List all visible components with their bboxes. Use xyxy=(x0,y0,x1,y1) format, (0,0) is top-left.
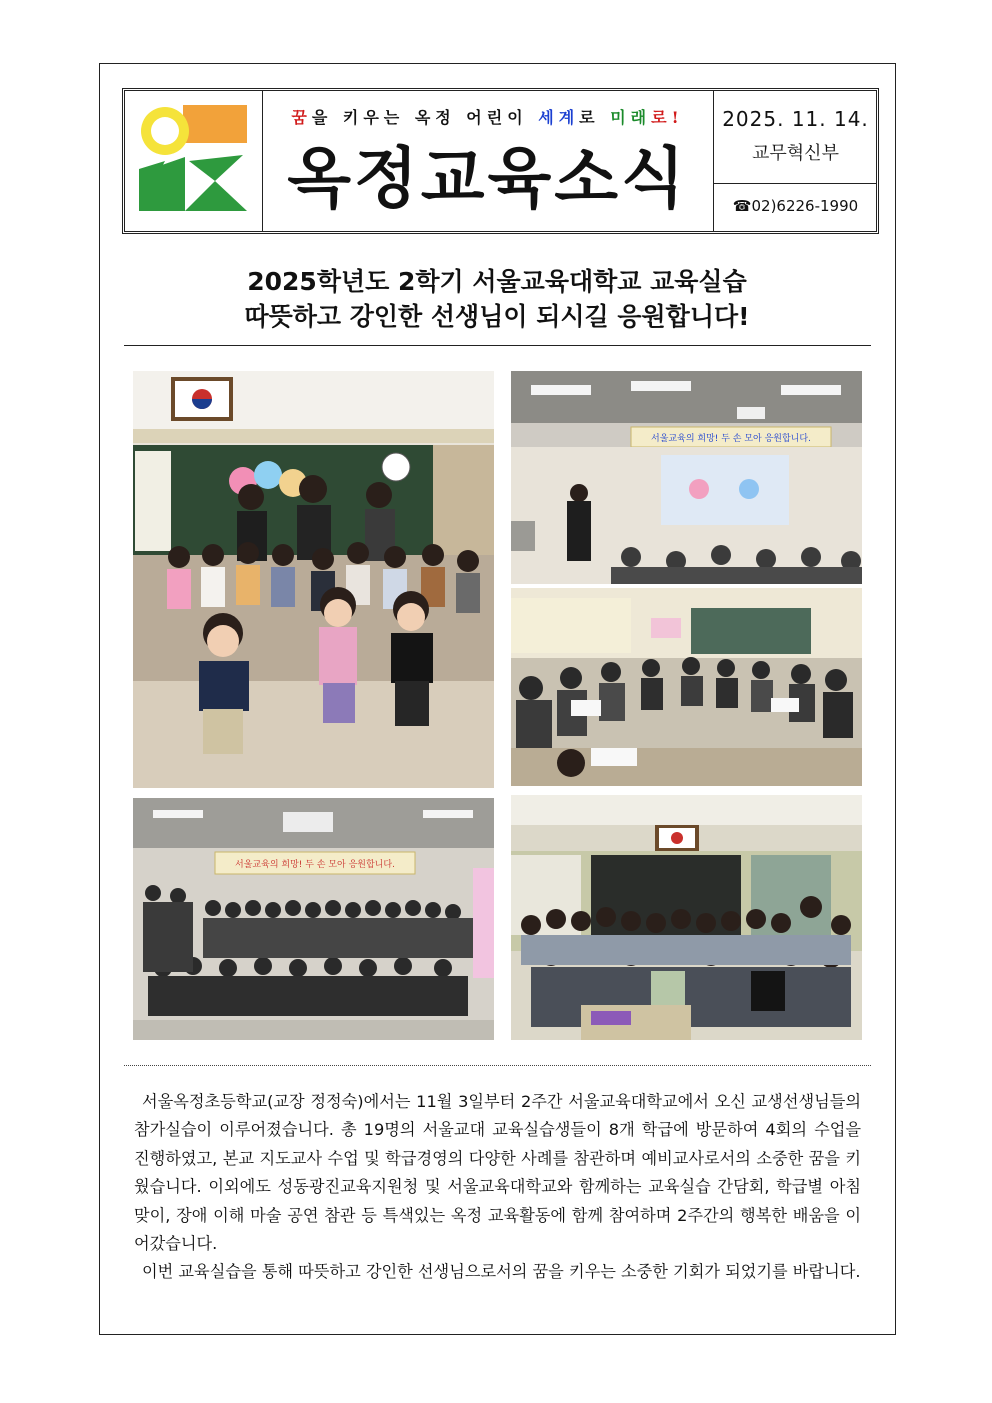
banner-text-2: 서울교육의 희망! 두 손 모아 응원합니다. xyxy=(235,860,395,870)
article-paragraph: 이번 교육실습을 통해 따뜻하고 강인한 선생님으로서의 꿈을 키우는 소중한 기회가 되었기를 바랍니다. xyxy=(142,1262,861,1282)
slogan-part: 로! xyxy=(651,108,684,127)
slogan-part: 꿈 xyxy=(291,108,312,127)
masthead xyxy=(122,88,879,234)
article xyxy=(134,1088,861,1287)
headline-line1: 2025학년도 2학기 서울교육대학교 교육실습 xyxy=(247,267,747,296)
article-paragraph: 서울옥정초등학교(교장 정정숙)에서는 11월 3일부터 2주간 서울교육대학교에서 오신 교생선생님들의 참가실습이 이루어졌습니다. 총 19명의 서울교대 교육실습생들이 8개 학급에 방문하여 4회의 수업을 진행하였고, 본교 지도교사 수업 및 학급경영의 다양한 사례를 참관하며 예비교사로서의 소중한 꿈을 키웠습니다. 이외에도 성동광진교육지원청 및 서울교육대학교와 함께하는 교육실습 간담회, 학급별 아침맞이, 장애 이해 마술 공연 참관 등 특색있는 옥정 교육활동에 함께 참여하며 2주간의 행복한 배움을 이어갔습니다. xyxy=(134,1092,861,1254)
department: 교무혁신부 xyxy=(752,143,839,164)
newsletter-title: 옥정교육소식 xyxy=(287,140,688,217)
banner-text: 서울교육의 희망! 두 손 모아 응원합니다. xyxy=(651,434,811,444)
title-cell xyxy=(263,91,712,231)
article-divider xyxy=(124,1065,871,1066)
photo-classroom-group xyxy=(133,371,494,788)
slogan xyxy=(263,105,712,128)
issue-date: 2025. 11. 14. xyxy=(722,107,869,131)
headline-divider xyxy=(124,345,871,346)
photo-meeting xyxy=(511,588,862,786)
photo-classroom-students xyxy=(511,795,862,1040)
slogan-part: 세계 xyxy=(538,108,580,127)
slogan-part: 로 xyxy=(579,108,611,127)
info-top xyxy=(714,91,877,184)
school-logo-icon xyxy=(125,91,262,231)
headline xyxy=(122,264,872,334)
headline-line2: 따뜻하고 강인한 선생님이 되시길 응원합니다! xyxy=(244,302,750,331)
phone-number: ☎02)6226-1990 xyxy=(732,197,859,215)
slogan-part: 미래 xyxy=(610,108,652,127)
school-logo xyxy=(125,91,263,231)
slogan-part: 을 키우는 옥정 어린이 xyxy=(311,108,539,127)
photo-group-hall xyxy=(133,798,494,1040)
photo-presentation xyxy=(511,371,862,584)
info-cell xyxy=(713,91,877,231)
